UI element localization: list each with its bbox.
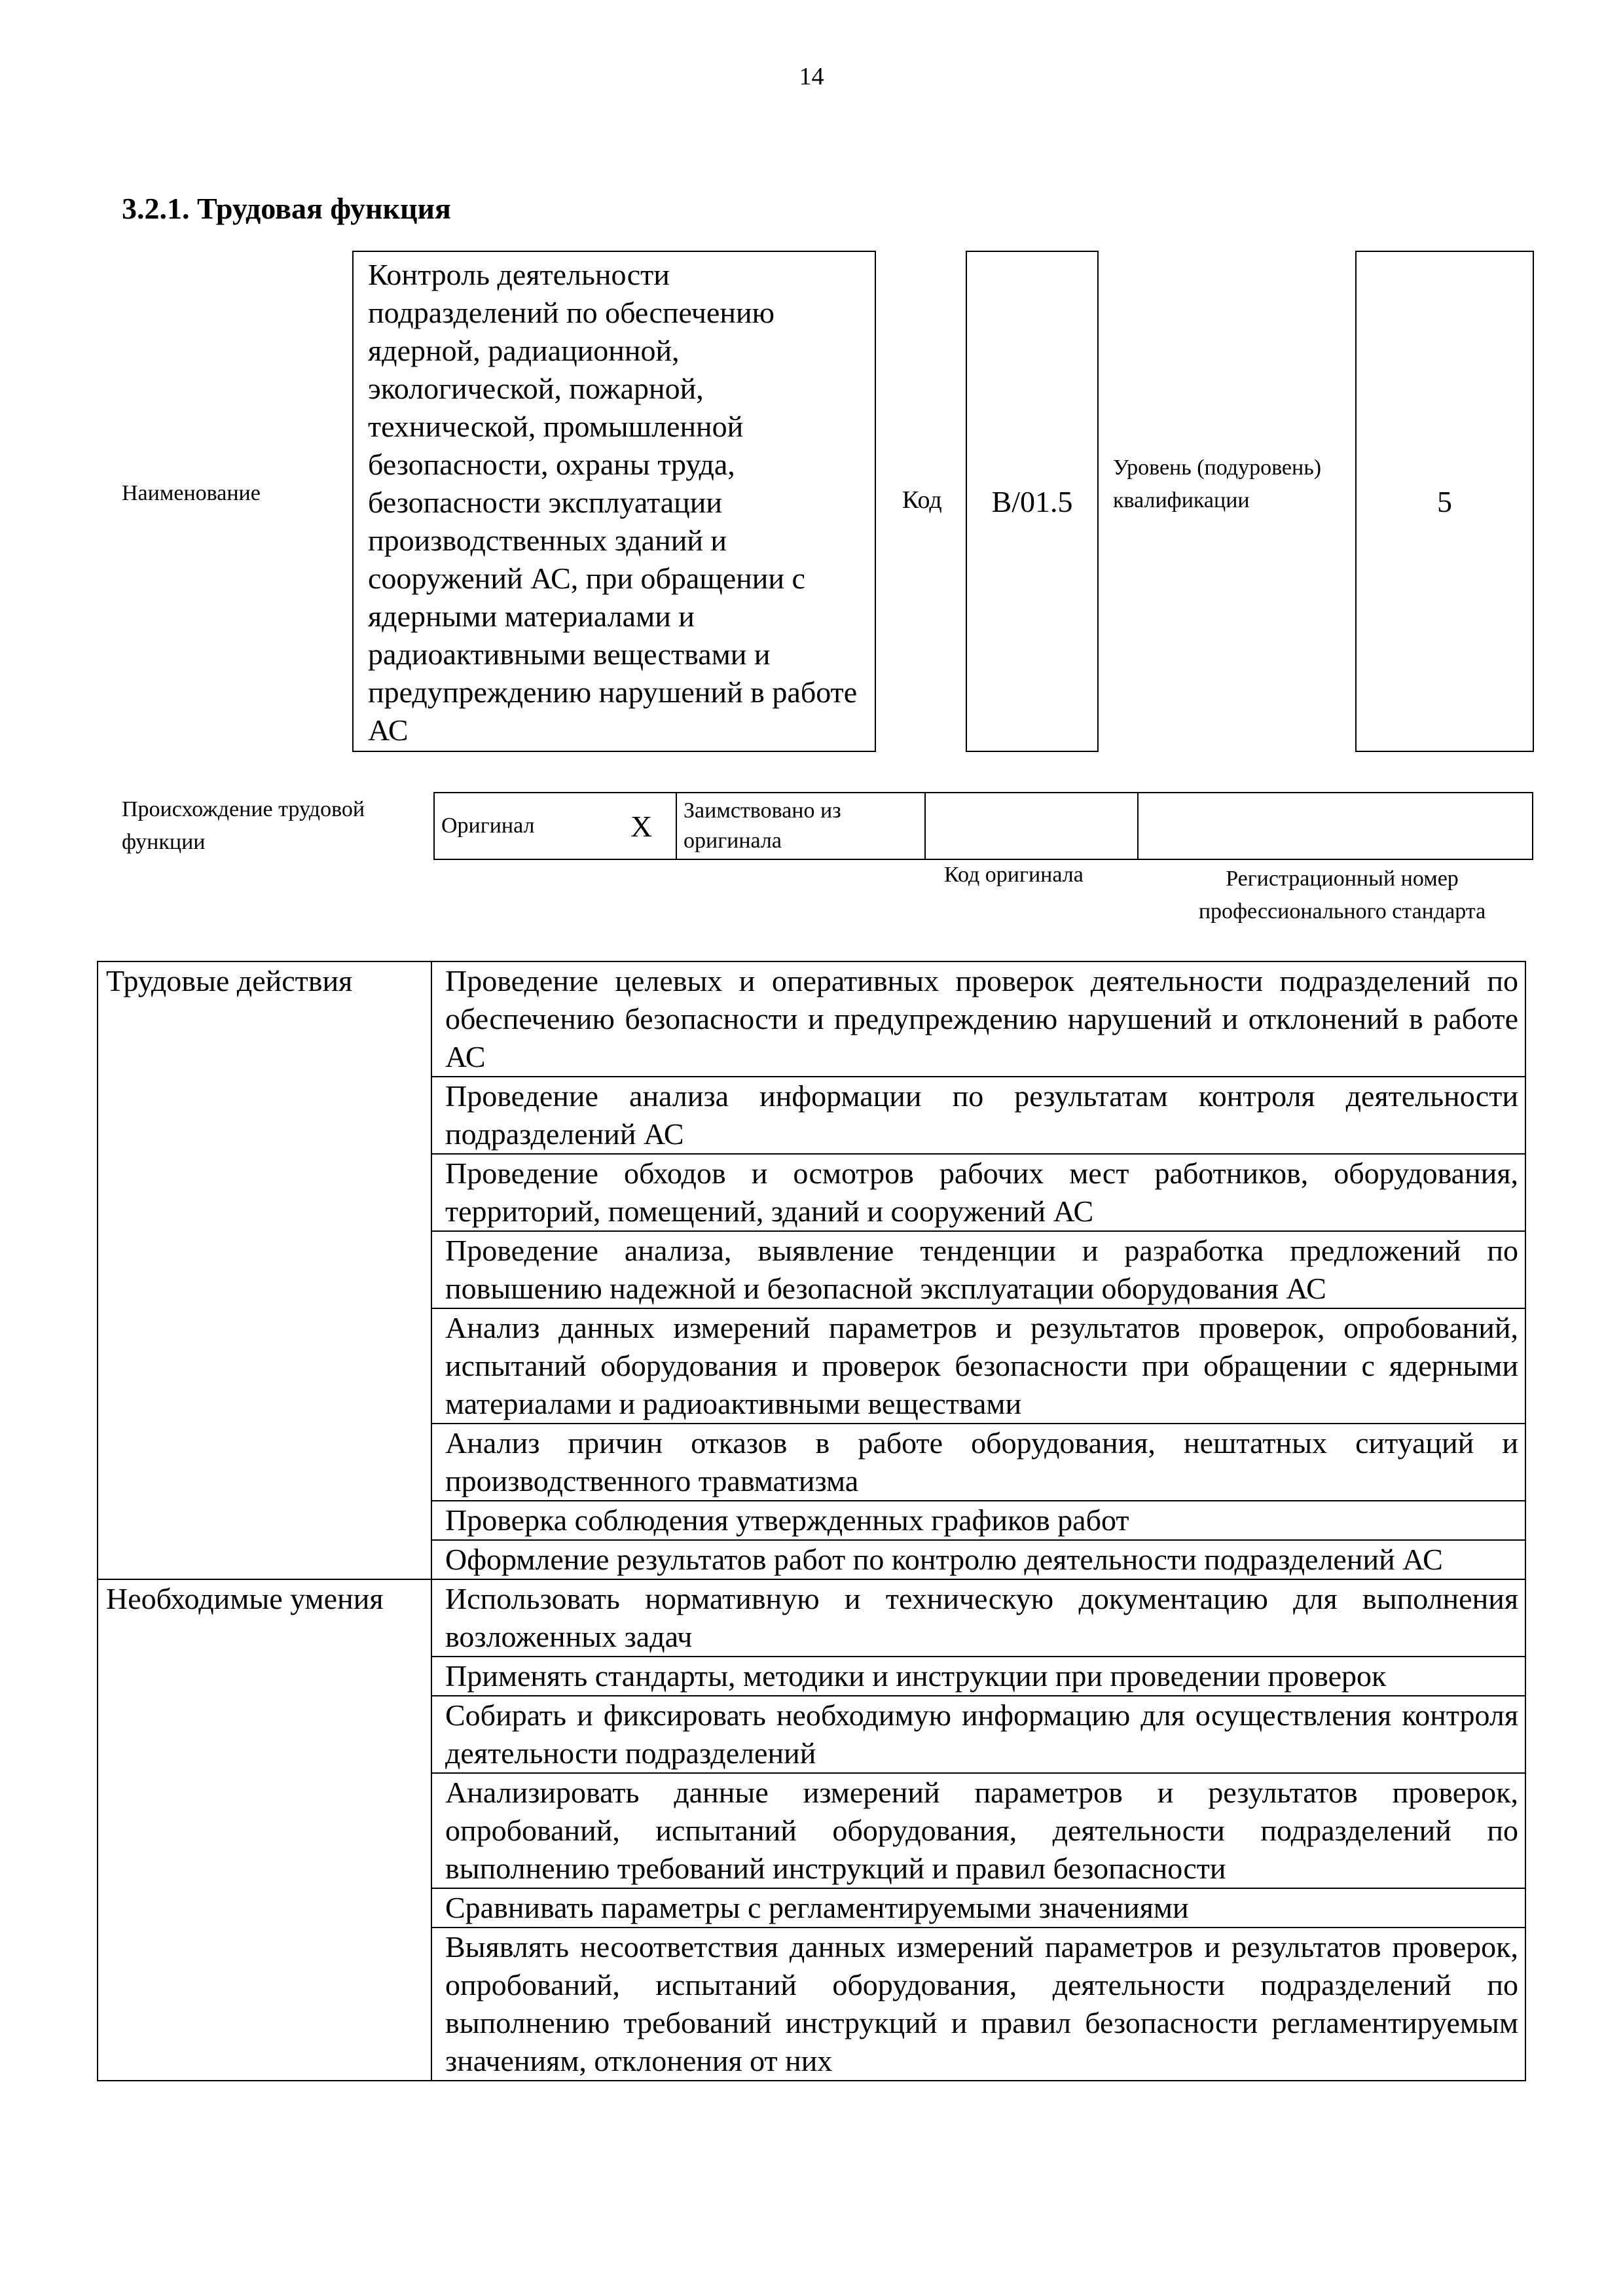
code-value: B/01.5 (966, 251, 1099, 752)
section-item: Выявлять несоответствия данных измерений параметров и результатов проверок, опробований, испытаний оборудования, деятельности подразделений по выполнению требований инструкций и правил безопасности регламентируемым значениям, отклонения от них (431, 1928, 1525, 2081)
code-label: Код (902, 486, 942, 514)
borrowed-label: Заимствовано из оригинала (676, 793, 925, 859)
section-item: Проведение обходов и осмотров рабочих мест работников, оборудования, территорий, помещений, зданий и сооружений АС (431, 1154, 1525, 1231)
original-label: Оригинал (434, 793, 604, 859)
section-item: Проведение целевых и оперативных проверок деятельности подразделений по обеспечению безопасности и предупреждению нарушений и отклонений в работе АС (431, 961, 1525, 1077)
name-label: Наименование (122, 481, 261, 505)
table-row (98, 961, 1525, 1077)
section-item: Сравнивать параметры с регламентируемыми значениями (431, 1888, 1525, 1928)
section-item: Собирать и фиксировать необходимую информацию для осуществления контроля деятельности подразделений (431, 1696, 1525, 1773)
qualification-level-value: 5 (1355, 251, 1534, 752)
section-item: Анализ данных измерений параметров и результатов проверок, опробований, испытаний оборудования и проверок безопасности при обращении с ядерными материалами и радиоактивными веществами (431, 1308, 1525, 1424)
section-item: Анализ причин отказов в работе оборудования, нештатных ситуаций и производственного травматизма (431, 1424, 1525, 1501)
section-item: Применять стандарты, методики и инструкции при проведении проверок (431, 1657, 1525, 1696)
section-item: Проверка соблюдения утвержденных графиков работ (431, 1501, 1525, 1540)
section-item: Использовать нормативную и техническую документацию для выполнения возложенных задач (431, 1579, 1525, 1657)
section-item: Анализировать данные измерений параметров и результатов проверок, опробований, испытаний оборудования, деятельности подразделений по выполнению требований инструкций и правил безопасности (431, 1773, 1525, 1888)
origin-table (433, 792, 1533, 860)
code-original-cell (925, 793, 1138, 859)
origin-label: Происхождение трудовой функции (122, 797, 365, 854)
reg-number-label: Регистрационный номер профессионального стандарта (1198, 867, 1486, 924)
section-item: Проведение анализа, выявление тенденции и разработка предложений по повышению надежной и безопасной эксплуатации оборудования АС (431, 1231, 1525, 1308)
function-details-table (97, 961, 1526, 2081)
qualification-level-label: Уровень (подуровень) квалификации (1113, 456, 1322, 512)
original-mark: X (604, 793, 676, 859)
section-item: Проведение анализа информации по результатам контроля деятельности подразделений АС (431, 1077, 1525, 1154)
page-number: 14 (799, 63, 824, 90)
section-title-cell: Трудовые действия (98, 961, 431, 1579)
section-title-cell: Необходимые умения (98, 1579, 431, 2081)
code-original-label: Код оригинала (944, 863, 1084, 887)
section-title: 3.2.1. Трудовая функция (122, 192, 451, 225)
table-row (98, 1579, 1525, 1657)
section-item: Оформление результатов работ по контролю деятельности подразделений АС (431, 1540, 1525, 1579)
reg-number-cell (1138, 793, 1533, 859)
function-name-value: Контроль деятельности подразделений по обеспечению ядерной, радиационной, экологической, пожарной, технической, промышленной безопасности, охраны труда, безопасности эксплуатации производственных зданий и сооружений АС, при обращении с ядерными материалами и радиоактивными веществами и предупреждению нарушений в работе АС (352, 251, 876, 752)
